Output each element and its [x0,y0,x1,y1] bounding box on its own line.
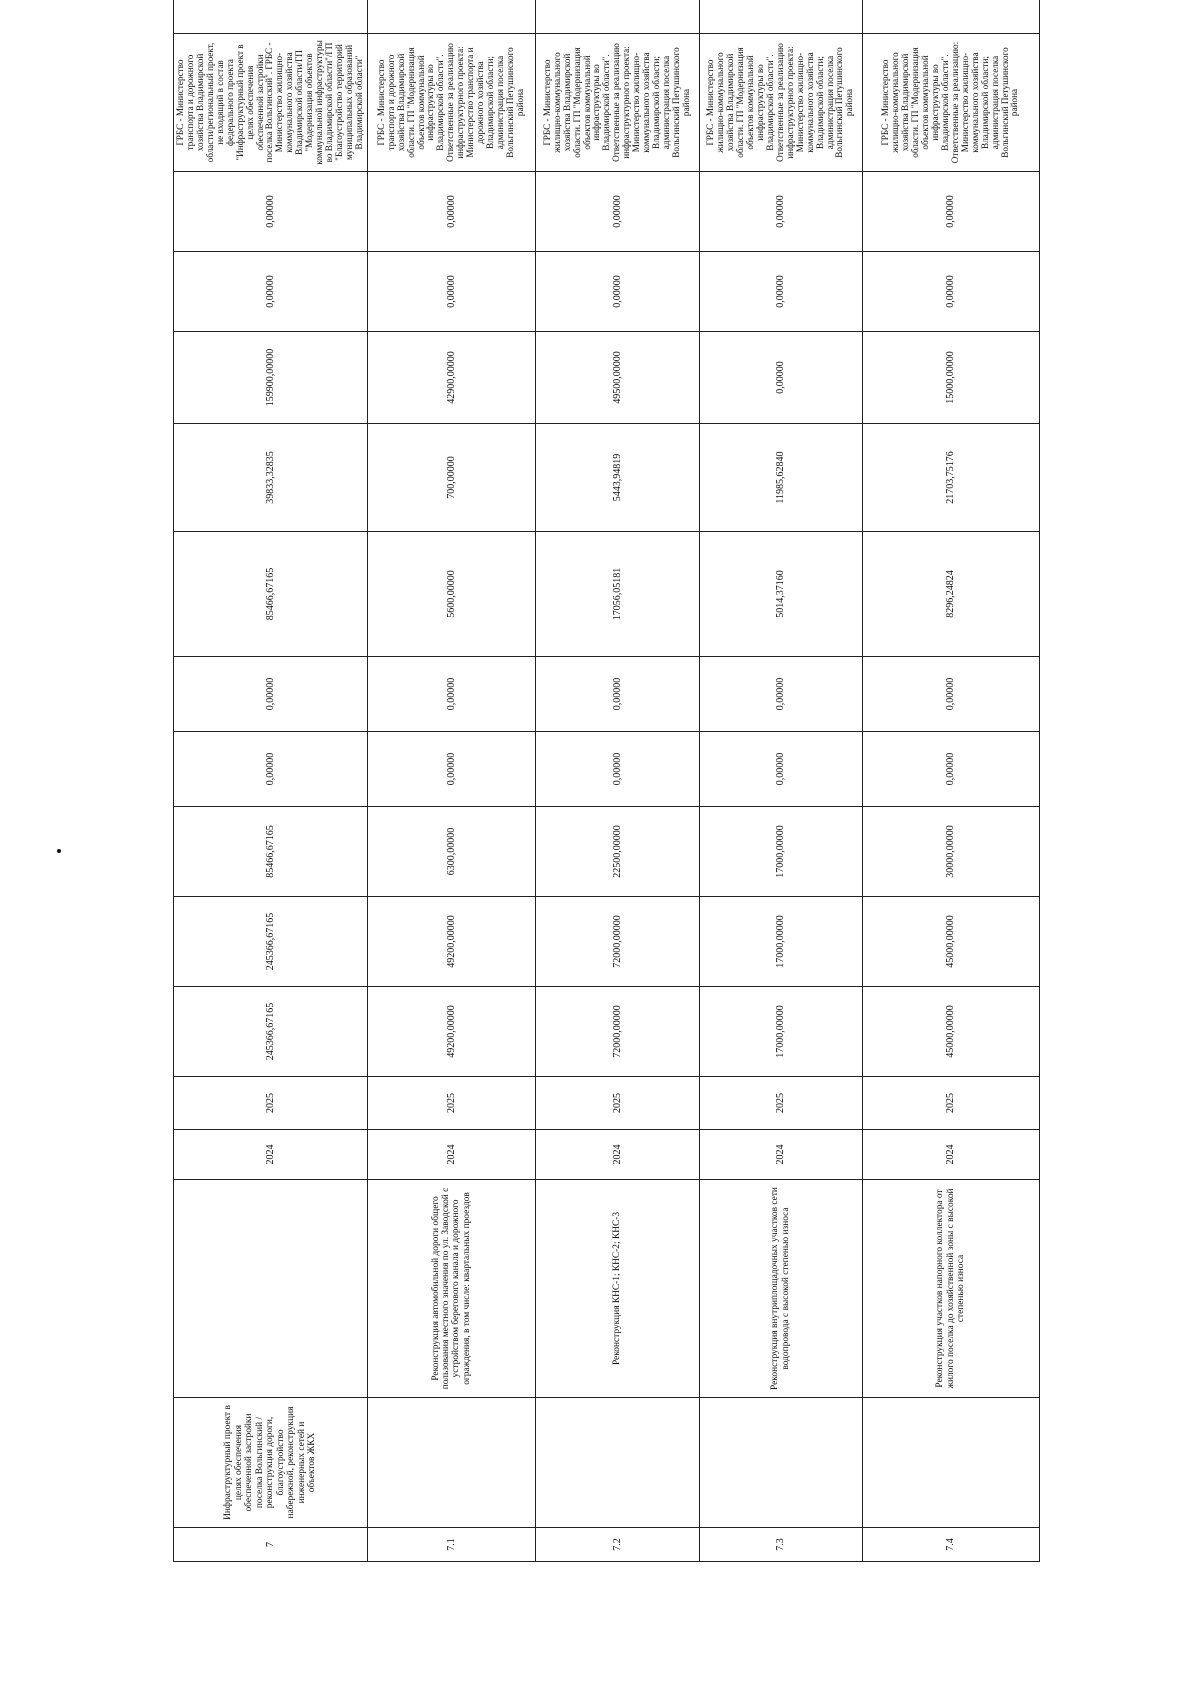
value-cell: 85466,67165 [174,807,368,897]
year-end: 2025 [174,1077,368,1130]
value-cell: 0,00000 [367,252,535,332]
object-name: Реконструкция участков напорного коллектора от жилого поселка до хозяйственной зоны с высокой степенью износа [862,1180,1039,1398]
value-cell: 245366,67165 [174,897,368,987]
year-start: 2024 [367,1130,535,1180]
value-cell: 8296,24824 [862,532,1039,657]
value-cell: 17056,05181 [535,532,699,657]
value-cell: 245366,67165 [174,987,368,1077]
value-cell: 0,00000 [699,332,862,424]
year-start: 2024 [699,1130,862,1180]
responsible-text: ГРБС - Министерство жилищно-коммунального хозяйства Владимирской области. ГП "Модернизация объектов коммунальной инфраструктуры во Владимирской области". Ответственные за реализацию: Министерство жилищно-коммунального хозяйства Владимирской области; администрация поселка Вольгинский Петушинского района [862,34,1039,172]
table-row [862,0,1039,1562]
value-cell: 45000,00000 [862,987,1039,1077]
responsible-text: ГРБС - Министерство жилищно-коммунального хозяйства Владимирской области. ГП "Модернизация объектов коммунальной инфраструктуры во Владимирской области". Ответственные за реализацию инфраструктурного проекта: Министерство жилищно-коммунального хозяйства Владимирской области; администрация поселка Вольгинский Петушинского района [699,34,862,172]
project-name [535,1398,699,1528]
value-cell: 0,00000 [699,172,862,252]
value-cell: 17000,00000 [699,987,862,1077]
object-name [174,1180,368,1398]
value-cell: 0,00000 [367,732,535,807]
value-cell: 159900,00000 [174,332,368,424]
project-name [699,1398,862,1528]
value-cell: 17000,00000 [699,897,862,987]
responsible-text: ГРБС - Министерство жилищно-коммунального хозяйства Владимирской области. ГП "Модернизация объектов коммунальной инфраструктуры во Владимирской области". Ответственные за реализацию инфраструктурного проекта: Министерство жилищно-коммунального хозяйства Владимирской области; администрация поселка Вольгинский Петушинского района [535,34,699,172]
year-end: 2025 [862,1077,1039,1130]
object-name: Реконструкция КНС-1; КНС-2; КНС-3 [535,1180,699,1398]
value-cell: 0,00000 [862,732,1039,807]
value-cell: 21703,75176 [862,424,1039,532]
value-cell: 0,00000 [699,657,862,732]
value-cell: 0,00000 [174,252,368,332]
value-cell: 0,00000 [174,172,368,252]
year-start: 2024 [862,1130,1039,1180]
value-cell: 0,00000 [699,252,862,332]
value-cell: 11985,62840 [699,424,862,532]
value-cell: 72000,00000 [535,897,699,987]
value-cell: 0,00000 [535,657,699,732]
value-cell: 17000,00000 [699,807,862,897]
empty-cell [862,0,1039,34]
project-name: Инфраструктурный проект в целях обеспечения обеспеченной застройки поселка Вольгинский / реконструкция дороги, благоустройство набережной, реконструкция инженерных сетей и объектов ЖКХ [174,1398,368,1528]
value-cell: 0,00000 [535,732,699,807]
empty-cell [174,0,368,34]
value-cell: 5600,00000 [367,532,535,657]
value-cell: 49200,00000 [367,987,535,1077]
year-end: 2025 [699,1077,862,1130]
value-cell: 0,00000 [862,657,1039,732]
row-number: 7 [174,1528,368,1562]
row-number: 7.3 [699,1528,862,1562]
value-cell: 0,00000 [367,657,535,732]
project-name [862,1398,1039,1528]
value-cell: 0,00000 [174,657,368,732]
value-cell: 49500,00000 [535,332,699,424]
value-cell: 0,00000 [367,172,535,252]
value-cell: 42900,00000 [367,332,535,424]
value-cell: 0,00000 [862,172,1039,252]
row-number: 7.2 [535,1528,699,1562]
value-cell: 0,00000 [862,252,1039,332]
table-row [699,0,862,1562]
value-cell: 49200,00000 [367,897,535,987]
value-cell: 30000,00000 [862,807,1039,897]
funding-table [173,0,1040,1562]
value-cell: 6300,00000 [367,807,535,897]
project-name [367,1398,535,1528]
year-end: 2025 [535,1077,699,1130]
value-cell: 0,00000 [174,732,368,807]
object-name: Реконструкция автомобильной дороги общего пользования местного значения по ул. Заводской с устройством берегового канала и дорожного ограждения, в том числе: квартальных проездов [367,1180,535,1398]
responsible-text: ГРБС - Министерство транспорта и дорожного хозяйства Владимирской области. ГП "Модернизация объектов коммунальной инфраструктуры во Владимирской области". Ответственные за реализацию инфраструктурного проекта: Министерство транспорта и дорожного хозяйства Владимирской области; администрация поселка Вольгинский Петушинского района [367,34,535,172]
value-cell: 0,00000 [535,172,699,252]
year-end: 2025 [367,1077,535,1130]
responsible-text: ГРБС - Министерство транспорта и дорожного хозяйства Владимирской области/региональный проект, не входящий в состав федерального проекта "Инфраструктурный проект в целях обеспечения обеспеченной застройки поселка Вольгинский". ГРБС - Министерство жилищно-коммунального хозяйства Владимирской области/ГП "Модернизация объектов коммунальной инфраструктуры во Владимирской области"/ГП "Благоустройство территорий муниципальных образований Владимирской области" [174,34,368,172]
value-cell: 5443,94819 [535,424,699,532]
value-cell: 22500,00000 [535,807,699,897]
value-cell: 0,00000 [699,732,862,807]
value-cell: 39833,32835 [174,424,368,532]
year-start: 2024 [174,1130,368,1180]
object-name: Реконструкция внутриплощадочных участков сети водопровода с высокой степенью износа [699,1180,862,1398]
row-number: 7.4 [862,1528,1039,1562]
value-cell: 72000,00000 [535,987,699,1077]
table-row [367,0,535,1562]
table-row [535,0,699,1562]
value-cell: 45000,00000 [862,897,1039,987]
value-cell: 85466,67165 [174,532,368,657]
table-row [174,0,368,1562]
year-start: 2024 [535,1130,699,1180]
value-cell: 0,00000 [535,252,699,332]
value-cell: 15000,00000 [862,332,1039,424]
empty-cell [699,0,862,34]
scan-speck [57,849,61,853]
row-number: 7.1 [367,1528,535,1562]
empty-cell [535,0,699,34]
value-cell: 5014,37160 [699,532,862,657]
value-cell: 700,00000 [367,424,535,532]
rotated-table-container [173,40,1030,1562]
empty-cell [367,0,535,34]
